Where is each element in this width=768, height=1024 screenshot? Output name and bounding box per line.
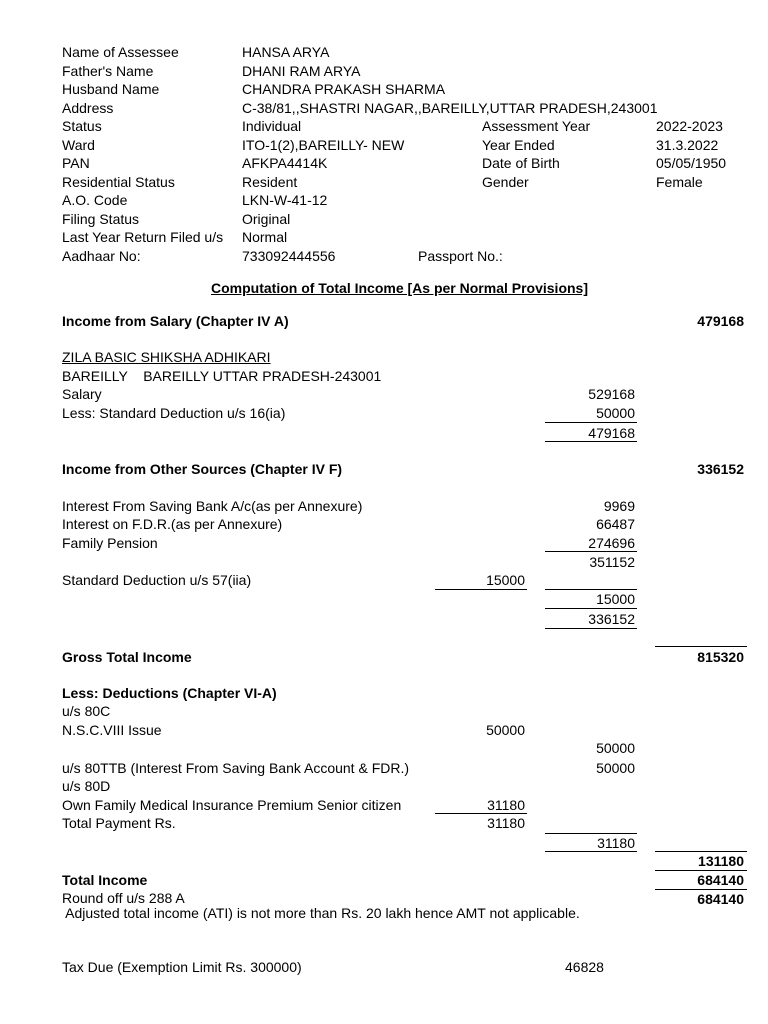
other-sources-heading: Income from Other Sources (Chapter IV F) bbox=[62, 461, 343, 477]
salary-heading: Income from Salary (Chapter IV A) bbox=[62, 313, 289, 329]
standard-deduction-16-value: 50000 bbox=[596, 405, 635, 421]
section-80d-label: u/s 80D bbox=[62, 778, 111, 794]
gross-total-label: Gross Total Income bbox=[62, 649, 192, 665]
other-sources-subtotal: 351152 bbox=[589, 554, 635, 570]
salary-label: Salary bbox=[62, 386, 102, 402]
standard-deduction-57-value: 15000 bbox=[486, 572, 525, 588]
gross-total-value: 815320 bbox=[697, 649, 744, 665]
standard-deduction-57-carried: 15000 bbox=[596, 591, 635, 607]
other-sources-net-value: 336152 bbox=[588, 611, 635, 627]
label-residential-status: Residential Status bbox=[62, 174, 175, 190]
family-pension-label: Family Pension bbox=[62, 535, 158, 551]
label-assessment-year: Assessment Year bbox=[482, 118, 591, 134]
round-off-value: 684140 bbox=[697, 891, 744, 907]
section-80ttb-value: 50000 bbox=[596, 760, 635, 776]
label-ao-code: A.O. Code bbox=[62, 192, 128, 208]
employer-address: BAREILLY BAREILLY UTTAR PRADESH-243001 bbox=[62, 368, 382, 384]
section-80c-total: 50000 bbox=[596, 740, 635, 756]
value-status: Individual bbox=[242, 118, 302, 134]
salary-net-rule bbox=[545, 441, 637, 442]
total-income-value: 684140 bbox=[697, 872, 744, 888]
value-pan: AFKPA4414K bbox=[242, 155, 328, 171]
salary-subtotal-rule bbox=[545, 422, 637, 423]
label-filing-status: Filing Status bbox=[62, 211, 140, 227]
label-aadhaar: Aadhaar No: bbox=[62, 248, 141, 264]
standard-deduction-57-rule bbox=[435, 589, 527, 590]
salary-value: 529168 bbox=[588, 386, 635, 402]
total-income-label: Total Income bbox=[62, 872, 148, 888]
savings-interest-value: 9969 bbox=[603, 498, 635, 514]
value-date-of-birth: 05/05/1950 bbox=[656, 155, 727, 171]
medical-insurance-value: 31180 bbox=[487, 797, 525, 813]
section-80d-net-rule bbox=[545, 851, 637, 852]
other-sources-subtotal-rule bbox=[545, 551, 637, 552]
label-name-of-assessee: Name of Assessee bbox=[62, 44, 179, 60]
label-husband-name: Husband Name bbox=[62, 81, 160, 97]
label-fathers-name: Father's Name bbox=[62, 63, 154, 79]
family-pension-value: 274696 bbox=[588, 535, 635, 551]
other-sources-net-top-rule bbox=[545, 608, 637, 609]
value-fathers-name: DHANI RAM ARYA bbox=[242, 63, 361, 79]
value-address: C-38/81,,SHASTRI NAGAR,,BAREILLY,UTTAR PRADESH,243001 bbox=[242, 100, 658, 116]
gross-total-rule bbox=[655, 646, 747, 647]
fdr-interest-label: Interest on F.D.R.(as per Annexure) bbox=[62, 516, 283, 532]
deductions-heading: Less: Deductions (Chapter VI-A) bbox=[62, 685, 277, 701]
value-filing-status: Original bbox=[242, 211, 291, 227]
ati-note: Adjusted total income (ATI) is not more than Rs. 20 lakh hence AMT not applicable. bbox=[62, 905, 580, 921]
section-80ttb-label: u/s 80TTB (Interest From Saving Bank Account & FDR.) bbox=[62, 760, 410, 776]
standard-deduction-57-label: Standard Deduction u/s 57(iia) bbox=[62, 572, 252, 588]
value-residential-status: Resident bbox=[242, 174, 298, 190]
label-ward: Ward bbox=[62, 137, 95, 153]
deductions-total-top-rule bbox=[655, 851, 747, 852]
value-aadhaar: 733092444556 bbox=[242, 248, 336, 264]
computation-title: Computation of Total Income [As per Normal Provisions] bbox=[211, 280, 588, 296]
label-last-year-return: Last Year Return Filed u/s bbox=[62, 229, 224, 245]
fdr-interest-value: 66487 bbox=[596, 516, 635, 532]
medical-insurance-rule bbox=[435, 813, 527, 814]
salary-total: 479168 bbox=[697, 313, 744, 329]
value-name-of-assessee: HANSA ARYA bbox=[242, 44, 330, 60]
deductions-total: 131180 bbox=[698, 853, 744, 869]
savings-interest-label: Interest From Saving Bank A/c(as per Annexure) bbox=[62, 498, 363, 514]
medical-insurance-label: Own Family Medical Insurance Premium Senior citizen bbox=[62, 797, 402, 813]
section-80c-label: u/s 80C bbox=[62, 703, 111, 719]
standard-deduction-16-label: Less: Standard Deduction u/s 16(ia) bbox=[62, 405, 286, 421]
section-80d-total-rule bbox=[545, 833, 637, 834]
tax-due-value: 46828 bbox=[565, 959, 604, 975]
label-pan: PAN bbox=[62, 155, 90, 171]
other-sources-deduction-rule bbox=[545, 589, 637, 590]
label-address: Address bbox=[62, 100, 114, 116]
tax-due-label: Tax Due (Exemption Limit Rs. 300000) bbox=[62, 959, 302, 975]
total-payment-value: 31180 bbox=[487, 815, 525, 831]
other-sources-total: 336152 bbox=[697, 461, 744, 477]
value-year-ended: 31.3.2022 bbox=[656, 137, 719, 153]
total-payment-label: Total Payment Rs. bbox=[62, 815, 176, 831]
section-80d-total: 31180 bbox=[597, 835, 635, 851]
label-passport: Passport No.: bbox=[418, 248, 503, 264]
employer-name: ZILA BASIC SHIKSHA ADHIKARI bbox=[62, 349, 271, 365]
value-husband-name: CHANDRA PRAKASH SHARMA bbox=[242, 81, 446, 97]
value-ao-code: LKN-W-41-12 bbox=[242, 192, 328, 208]
deductions-total-rule bbox=[655, 870, 747, 871]
nsc-label: N.S.C.VIII Issue bbox=[62, 722, 162, 738]
salary-net-value: 479168 bbox=[588, 425, 635, 441]
value-ward: ITO-1(2),BAREILLY- NEW bbox=[242, 137, 405, 153]
value-last-year-return: Normal bbox=[242, 229, 288, 245]
label-status: Status bbox=[62, 118, 102, 134]
label-year-ended: Year Ended bbox=[482, 137, 555, 153]
nsc-value: 50000 bbox=[486, 722, 525, 738]
value-assessment-year: 2022-2023 bbox=[656, 118, 723, 134]
total-income-rule bbox=[655, 889, 747, 890]
other-sources-net-rule bbox=[545, 628, 637, 629]
label-date-of-birth: Date of Birth bbox=[482, 155, 560, 171]
round-off-label: Round off u/s 288 A bbox=[62, 890, 185, 906]
value-gender: Female bbox=[656, 174, 703, 190]
label-gender: Gender bbox=[482, 174, 529, 190]
